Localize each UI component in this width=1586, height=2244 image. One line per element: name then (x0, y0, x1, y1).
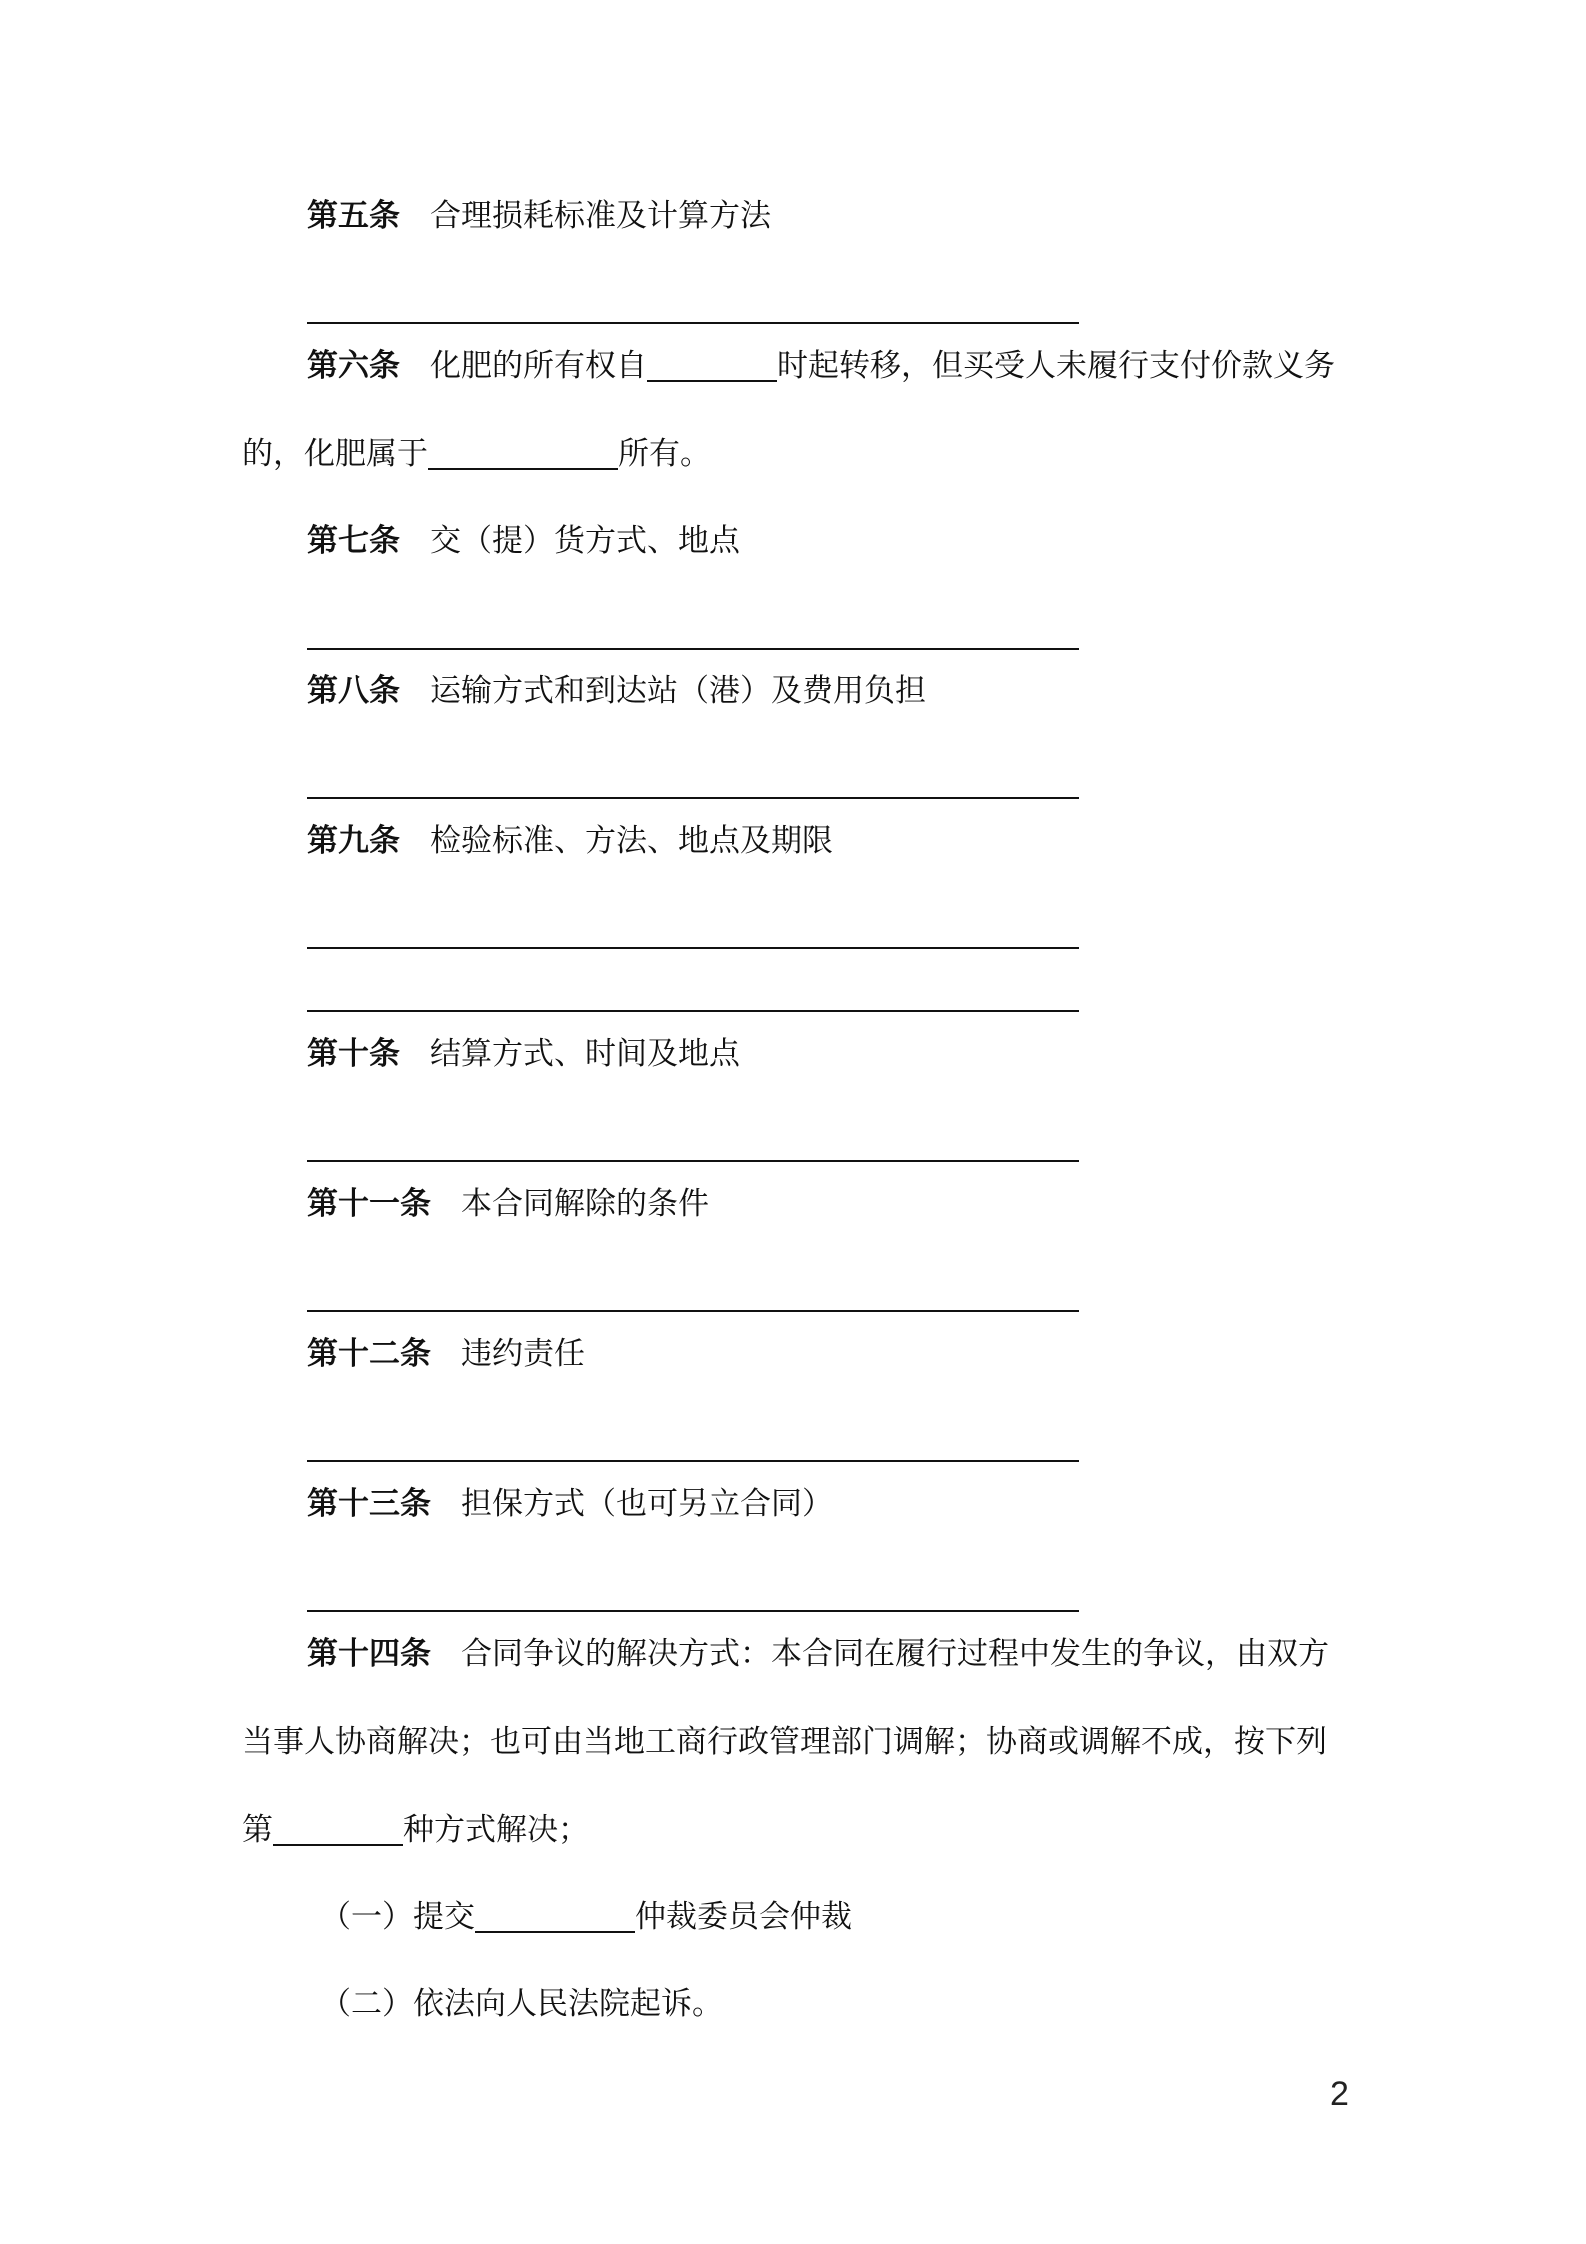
article-text: 所有。 (618, 436, 711, 472)
article-14-line-2 (242, 1722, 1327, 1762)
fill-in-line[interactable] (307, 648, 1079, 650)
article-7 (307, 521, 740, 561)
blank-field[interactable] (428, 438, 618, 470)
article-number: 第九条 (307, 823, 400, 859)
fill-in-line[interactable] (307, 322, 1079, 324)
fill-in-line[interactable] (307, 1460, 1079, 1462)
article-number: 第八条 (307, 673, 400, 709)
article-text: 合同争议的解决方式：本合同在履行过程中发生的争议，由双方 (461, 1636, 1329, 1672)
article-13 (307, 1484, 833, 1524)
article-text: 种方式解决； (403, 1812, 589, 1848)
option-text: 仲裁委员会仲裁 (635, 1899, 852, 1935)
article-11 (307, 1184, 709, 1224)
article-text: 时起转移，但买受人未履行支付价款义务 (777, 348, 1335, 384)
article-number: 第六条 (307, 348, 400, 384)
option-text: （二）依法向人民法院起诉。 (320, 1986, 723, 2022)
fill-in-line[interactable] (307, 1160, 1079, 1162)
article-number: 第十三条 (307, 1486, 431, 1522)
article-title: 担保方式（也可另立合同） (461, 1486, 833, 1522)
article-5 (307, 196, 771, 236)
article-14 (307, 1634, 1329, 1674)
article-title: 违约责任 (461, 1336, 585, 1372)
article-text: 化肥的所有权自 (430, 348, 647, 384)
article-title: 结算方式、时间及地点 (430, 1036, 740, 1072)
article-text: 当事人协商解决；也可由当地工商行政管理部门调解；协商或调解不成，按下列 (242, 1724, 1327, 1760)
page-number: 2 (1330, 2075, 1349, 2113)
article-title: 合理损耗标准及计算方法 (430, 198, 771, 234)
fill-in-line[interactable] (307, 947, 1079, 949)
article-14-line-3 (242, 1810, 589, 1850)
article-8 (307, 671, 926, 711)
article-number: 第十二条 (307, 1336, 431, 1372)
article-6-continued (242, 434, 711, 474)
fill-in-line[interactable] (307, 1310, 1079, 1312)
article-12 (307, 1334, 585, 1374)
article-text: 的，化肥属于 (242, 436, 428, 472)
article-title: 检验标准、方法、地点及期限 (430, 823, 833, 859)
fill-in-line[interactable] (307, 797, 1079, 799)
article-number: 第十一条 (307, 1186, 431, 1222)
article-title: 本合同解除的条件 (461, 1186, 709, 1222)
article-number: 第五条 (307, 198, 400, 234)
article-text: 第 (242, 1812, 273, 1848)
article-6 (307, 346, 1335, 386)
article-number: 第七条 (307, 523, 400, 559)
article-title: 交（提）货方式、地点 (430, 523, 740, 559)
option-1 (320, 1897, 852, 1937)
article-title: 运输方式和到达站（港）及费用负担 (430, 673, 926, 709)
article-9 (307, 821, 833, 861)
article-number: 第十四条 (307, 1636, 431, 1672)
fill-in-line[interactable] (307, 1010, 1079, 1012)
article-10 (307, 1034, 740, 1074)
option-text: （一）提交 (320, 1899, 475, 1935)
fill-in-line[interactable] (307, 1610, 1079, 1612)
blank-field[interactable] (273, 1814, 403, 1846)
blank-field[interactable] (647, 350, 777, 382)
option-2 (320, 1984, 723, 2024)
blank-field[interactable] (475, 1901, 635, 1933)
article-number: 第十条 (307, 1036, 400, 1072)
